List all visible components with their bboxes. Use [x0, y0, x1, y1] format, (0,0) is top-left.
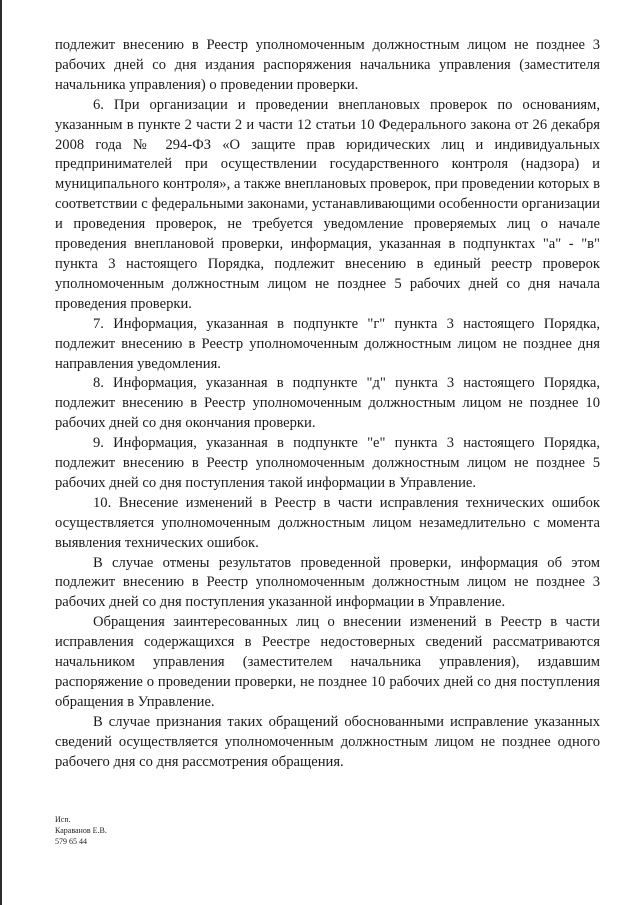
- executor-note: [55, 814, 107, 847]
- paragraph-item-10: 10. Внесение изменений в Реестр в части исправления технических ошибок осуществляется уполномоченным должностным лицом незамедлительно с момента выявления технических ошибок.: [55, 494, 600, 551]
- scan-edge-line: [0, 0, 2, 905]
- executor-label: Исп.: [55, 815, 71, 824]
- paragraph-item-8: 8. Информация, указанная в подпункте "д" пункта 3 настоящего Порядка, подлежит внесению в Реестр уполномоченным должностным лицом не позднее 10 рабочих дней со дня окончания проверки.: [55, 375, 600, 432]
- paragraph-appeals: Обращения заинтересованных лиц о внесении изменений в Реестр в части исправления содержащихся в Реестре недостоверных сведений рассматриваются начальником управления (заместителем начальника управления), издавшим распоряжение о проведении проверки, не позднее 10 рабочих дней со дня поступления обращения в Управление.: [55, 614, 600, 710]
- paragraph-continuation: подлежит внесению в Реестр уполномоченным должностным лицом не позднее 3 рабочих дней со дня издания распоряжения начальника управления (заместителя начальника управления) о проведении проверки.: [55, 37, 600, 93]
- executor-phone: 579 65 44: [55, 837, 87, 846]
- document-body: [55, 36, 600, 773]
- executor-name: Караванов Е.В.: [55, 826, 107, 835]
- paragraph-item-6: 6. При организации и проведении внеплановых проверок по основаниям, указанным в пункте 2 части 2 и части 12 статьи 10 Федерального закона от 26 декабря 2008 года № 294-ФЗ «О защите прав юридических лиц и индивидуальных предпринимателей при осуществлении государственного контроля (надзора) и муниципального контроля», а также внеплановых проверок, при проведении которых в соответствии с федеральными законами, устанавливающими особенности организации и проведения проверок, не требуется уведомление проверяемых лиц о начале проведения внеплановой проверки, информация, указанная в подпунктах "а" - "в" пункта 3 настоящего Порядка, подлежит внесению в единый реестр проверок уполномоченным должностным лицом не позднее 5 рабочих дней со дня начала проведения проверки.: [55, 96, 600, 312]
- paragraph-item-7: 7. Информация, указанная в подпункте "г" пункта 3 настоящего Порядка, подлежит внесению в Реестр уполномоченным должностным лицом не позднее дня направления уведомления.: [55, 315, 600, 372]
- paragraph-correction: В случае признания таких обращений обоснованными исправление указанных сведений осуществляется уполномоченным должностным лицом не позднее одного рабочего дня со дня рассмотрения обращения.: [55, 713, 600, 770]
- paragraph-cancellation: В случае отмены результатов проведенной проверки, информация об этом подлежит внесению в Реестр уполномоченным должностным лицом не позднее 3 рабочих дней со дня поступления указанной информации в Управление.: [55, 554, 600, 611]
- paragraph-item-9: 9. Информация, указанная в подпункте "е" пункта 3 настоящего Порядка, подлежит внесению в Реестр уполномоченным должностным лицом не позднее 5 рабочих дней со дня поступления такой информации в Управление.: [55, 435, 600, 491]
